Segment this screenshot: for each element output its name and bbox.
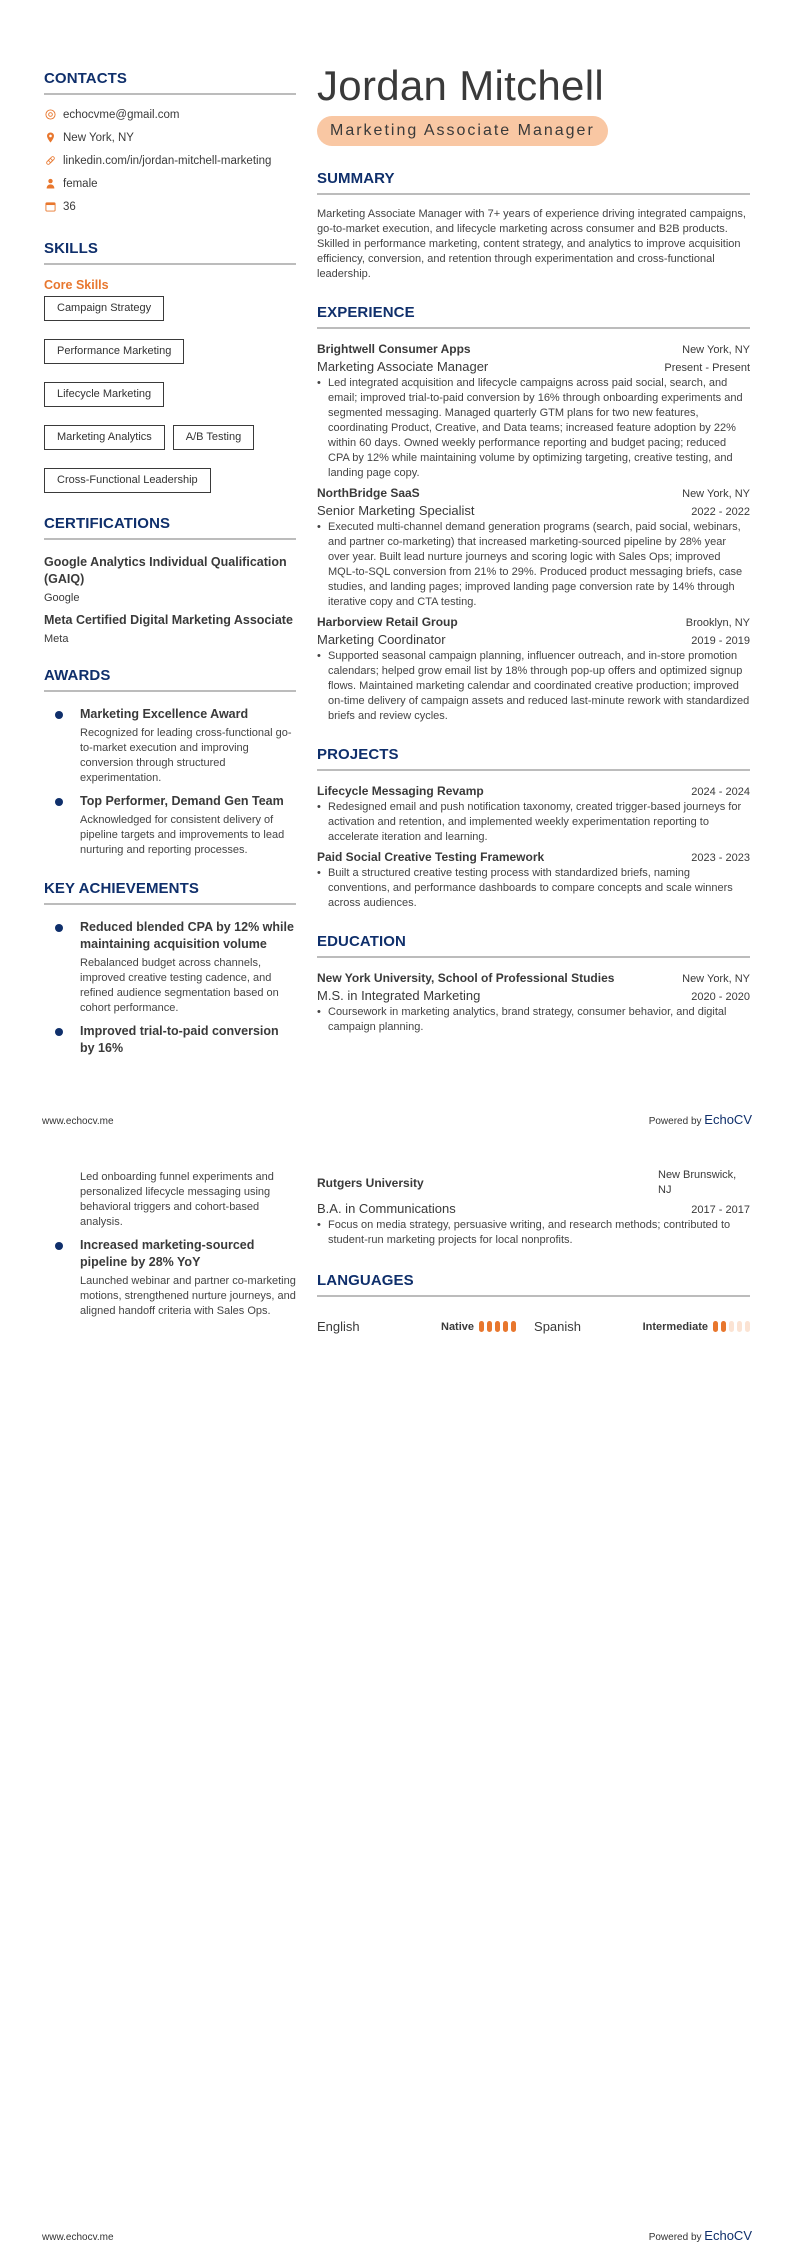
bullet-dot-icon xyxy=(55,924,63,932)
education-section xyxy=(317,933,750,1035)
company-name: Harborview Retail Group xyxy=(317,615,458,629)
job-title-badge: Marketing Associate Manager xyxy=(317,116,608,146)
education-item xyxy=(317,1168,750,1248)
section-title-summary: SUMMARY xyxy=(317,170,395,187)
project-name: Lifecycle Messaging Revamp xyxy=(317,784,484,798)
school-location: New York, NY xyxy=(682,973,750,985)
job-bullet: • Executed multi-channel demand generation programs (search, paid social, webinars, and partner co-marketing) that increased marketing-sourced pipeline by 28% year over year. Built lead nurture journeys and scoring logic with Sales Ops; improved MQL-to-SQL conversion from 21% to 29%. Produced product messaging briefs, case studies, and landing pages; improved landing page conversion rate by 14% through iterative copy and CTA testing. xyxy=(317,520,750,610)
proficiency-pip-filled xyxy=(713,1321,718,1332)
award-title: Marketing Excellence Award xyxy=(80,707,249,721)
education-bullet: • Focus on media strategy, persuasive writing, and research methods; contributed to student-run marketing projects for local nonprofits. xyxy=(317,1218,750,1248)
section-divider xyxy=(317,956,750,958)
contact-email-text: echocvme@gmail.com xyxy=(63,108,180,121)
left-column xyxy=(44,70,296,1057)
job-role: Marketing Coordinator xyxy=(317,632,446,647)
contact-age-text: 36 xyxy=(63,200,76,213)
section-title-skills: SKILLS xyxy=(44,240,98,257)
section-divider xyxy=(44,538,296,540)
contact-age xyxy=(44,195,296,218)
skill-chip: Performance Marketing xyxy=(44,339,184,364)
school-name: Rutgers University xyxy=(317,1176,424,1190)
summary-section xyxy=(317,170,750,282)
achievement-description: Led onboarding funnel experiments and personalized lifecycle messaging using behavioral triggers and cohort-based analysis. xyxy=(80,1171,274,1228)
section-title-awards: AWARDS xyxy=(44,667,111,684)
certifications-section xyxy=(44,515,296,645)
experience-item xyxy=(317,486,750,610)
project-dates: 2024 - 2024 xyxy=(691,786,750,798)
candidate-name: Jordan Mitchell xyxy=(317,62,604,109)
proficiency-pip-filled xyxy=(503,1321,508,1332)
brand-logo: EchoCV xyxy=(704,1112,752,1127)
resume-page-2 xyxy=(0,1123,794,2246)
calendar-icon xyxy=(44,201,56,213)
project-item xyxy=(317,784,750,845)
proficiency-pip-empty xyxy=(745,1321,750,1332)
language-proficiency-meter xyxy=(713,1321,750,1332)
education-bullet: • Coursework in marketing analytics, brand strategy, consumer behavior, and digital campaign planning. xyxy=(317,1005,750,1035)
proficiency-pip-filled xyxy=(479,1321,484,1332)
footer-powered-by xyxy=(649,2228,752,2243)
projects-section xyxy=(317,746,750,911)
proficiency-pip-filled xyxy=(721,1321,726,1332)
section-divider xyxy=(317,327,750,329)
achievement-item xyxy=(44,1023,296,1057)
education-dates: 2017 - 2017 xyxy=(691,1204,750,1216)
project-item xyxy=(317,850,750,911)
award-item xyxy=(44,793,296,858)
skill-chip: Cross-Functional Leadership xyxy=(44,468,211,493)
contact-gender xyxy=(44,172,296,195)
section-title-key-achievements: KEY ACHIEVEMENTS xyxy=(44,880,199,897)
proficiency-pip-filled xyxy=(495,1321,500,1332)
experience-section xyxy=(317,304,750,724)
languages-list xyxy=(317,1319,750,1334)
contact-linkedin-text: linkedin.com/in/jordan-mitchell-marketing xyxy=(63,154,272,167)
contacts-section xyxy=(44,70,296,218)
section-title-experience: EXPERIENCE xyxy=(317,304,415,321)
job-bullet: • Led integrated acquisition and lifecycle campaigns across paid social, search, and email; improved trial-to-paid conversion by 16% through onboarding experiments and segmented messaging. Managed quarterly GTM plans for two new features, coordinating Product, Creative, and Data teams; increased feature adoption by 22% within 60 days. Owned weekly performance reporting and budget pacing; reduced CPA by 12% while maintaining volume by optimizing targeting, creative testing, and landing page copy. xyxy=(317,376,750,481)
section-title-education: EDUCATION xyxy=(317,933,406,950)
summary-text: Marketing Associate Manager with 7+ years of experience driving integrated campaigns, go-to-market execution, and lifecycle marketing across consumer and B2B products. Skilled in performance marketing, content strategy, and analytics to improve acquisition efficiency, conversion, and retention through experimentation and cross-functional leadership. xyxy=(317,208,746,280)
company-location: Brooklyn, NY xyxy=(685,617,750,629)
section-title-languages: LANGUAGES xyxy=(317,1272,414,1289)
contact-location-text: New York, NY xyxy=(63,131,134,144)
certification-name: Meta Certified Digital Marketing Associate xyxy=(44,613,293,627)
school-name: New York University, School of Professional Studies xyxy=(317,971,615,985)
contact-email[interactable] xyxy=(44,103,296,126)
education-item xyxy=(317,971,750,1035)
languages-section xyxy=(317,1272,750,1334)
achievement-item xyxy=(44,1237,296,1319)
left-column-continued xyxy=(44,1170,296,1319)
section-title-certifications: CERTIFICATIONS xyxy=(44,515,171,532)
right-column-continued xyxy=(317,1168,750,1334)
link-icon xyxy=(44,155,56,167)
language-name: Spanish xyxy=(534,1319,582,1334)
footer-website-link[interactable]: www.echocv.me xyxy=(42,1116,114,1127)
section-title-contacts: CONTACTS xyxy=(44,70,128,87)
achievement-title: Reduced blended CPA by 12% while maintaining acquisition volume xyxy=(80,920,294,951)
job-role: Marketing Associate Manager xyxy=(317,359,489,374)
section-divider xyxy=(44,690,296,692)
contact-linkedin[interactable] xyxy=(44,149,296,172)
proficiency-pip-filled xyxy=(511,1321,516,1332)
certification-issuer: Meta xyxy=(44,633,69,645)
section-divider xyxy=(317,769,750,771)
achievement-item-continued xyxy=(44,1170,296,1230)
language-proficiency-meter xyxy=(479,1321,516,1332)
school-location: New Brunswick, NJ xyxy=(658,1169,737,1196)
section-divider xyxy=(317,193,750,195)
powered-by-label: Powered by xyxy=(648,2232,702,2243)
bullet-dot-icon xyxy=(55,798,63,806)
contact-location xyxy=(44,126,296,149)
right-column xyxy=(317,62,750,1035)
bullet-dot-icon xyxy=(55,1242,63,1250)
project-name: Paid Social Creative Testing Framework xyxy=(317,850,545,864)
bullet-dot-icon xyxy=(55,711,63,719)
page-footer xyxy=(42,2228,752,2243)
at-icon xyxy=(44,109,56,121)
job-dates: 2022 - 2022 xyxy=(691,506,750,518)
achievement-description: Rebalanced budget across channels, improved creative testing cadence, and refined audience segmentation based on cohort performance. xyxy=(80,957,279,1014)
experience-item xyxy=(317,615,750,724)
section-divider xyxy=(44,903,296,905)
education-dates: 2020 - 2020 xyxy=(691,991,750,1003)
company-name: Brightwell Consumer Apps xyxy=(317,342,471,356)
proficiency-pip-empty xyxy=(737,1321,742,1332)
language-name: English xyxy=(317,1319,360,1334)
skill-chip: Campaign Strategy xyxy=(44,296,164,321)
person-icon xyxy=(44,178,56,190)
experience-item xyxy=(317,342,750,481)
company-name: NorthBridge SaaS xyxy=(317,486,420,500)
job-bullet: • Supported seasonal campaign planning, influencer outreach, and in-store promotion calendars; helped grow email list by 18% through pop-up offers and optimized signup flows. Maintained marketing calendar and coordinated creative production; improved on-time delivery of campaign assets and reduced last-minute rework with standardized briefs and review cycles. xyxy=(317,649,750,724)
contact-gender-text: female xyxy=(63,177,98,190)
bullet-dot-icon xyxy=(55,1028,63,1036)
footer-website-link[interactable]: www.echocv.me xyxy=(42,2232,114,2243)
section-divider xyxy=(44,263,296,265)
proficiency-pip-filled xyxy=(487,1321,492,1332)
award-item xyxy=(44,706,296,786)
achievement-title: Increased marketing-sourced pipeline by 28% YoY xyxy=(80,1238,255,1269)
job-dates: Present - Present xyxy=(664,362,750,374)
certification-item xyxy=(44,612,296,645)
proficiency-pip-empty xyxy=(729,1321,734,1332)
brand-logo: EchoCV xyxy=(704,2228,752,2243)
skills-section xyxy=(44,240,296,493)
award-description: Acknowledged for consistent delivery of pipeline targets and improvements to lead nurturing and reporting processes. xyxy=(80,814,285,856)
project-bullet: • Redesigned email and push notification taxonomy, created trigger-based journeys for activation and retention, and implemented weekly experimentation reporting to accelerate iteration and learning. xyxy=(317,800,750,845)
project-bullet: • Built a structured creative testing process with standardized briefs, naming conventions, and performance dashboards to compare concepts and scale winners across audiences. xyxy=(317,866,750,911)
language-level: Intermediate xyxy=(642,1320,708,1333)
skill-chip: A/B Testing xyxy=(173,425,254,450)
location-pin-icon xyxy=(44,132,56,144)
achievement-title: Improved trial-to-paid conversion by 16% xyxy=(80,1024,279,1055)
job-role: Senior Marketing Specialist xyxy=(317,503,475,518)
degree: B.A. in Communications xyxy=(317,1201,456,1216)
project-dates: 2023 - 2023 xyxy=(691,852,750,864)
award-description: Recognized for leading cross-functional go-to-market execution and improving conversion through structured experimentation. xyxy=(80,727,292,784)
degree: M.S. in Integrated Marketing xyxy=(317,988,481,1003)
job-dates: 2019 - 2019 xyxy=(691,635,750,647)
section-divider xyxy=(44,93,296,95)
achievements-section xyxy=(44,880,296,1057)
skill-chip: Marketing Analytics xyxy=(44,425,165,450)
section-title-projects: PROJECTS xyxy=(317,746,399,763)
skill-chip: Lifecycle Marketing xyxy=(44,382,164,407)
achievement-description: Launched webinar and partner co-marketing motions, strengthened nurture journeys, and aligned handoff criteria with Sales Ops. xyxy=(80,1275,296,1317)
awards-section xyxy=(44,667,296,858)
certification-item xyxy=(44,554,296,604)
language-level: Native xyxy=(441,1320,475,1333)
section-divider xyxy=(317,1295,750,1297)
company-location: New York, NY xyxy=(682,344,750,356)
achievement-item xyxy=(44,919,296,1016)
skill-group-label: Core Skills xyxy=(44,278,109,292)
award-title: Top Performer, Demand Gen Team xyxy=(80,794,284,808)
certification-issuer: Google xyxy=(44,592,80,604)
skill-chips xyxy=(44,296,296,493)
powered-by-label: Powered by xyxy=(648,1116,702,1127)
company-location: New York, NY xyxy=(682,488,750,500)
certification-name: Google Analytics Individual Qualification (GAIQ) xyxy=(44,555,287,586)
